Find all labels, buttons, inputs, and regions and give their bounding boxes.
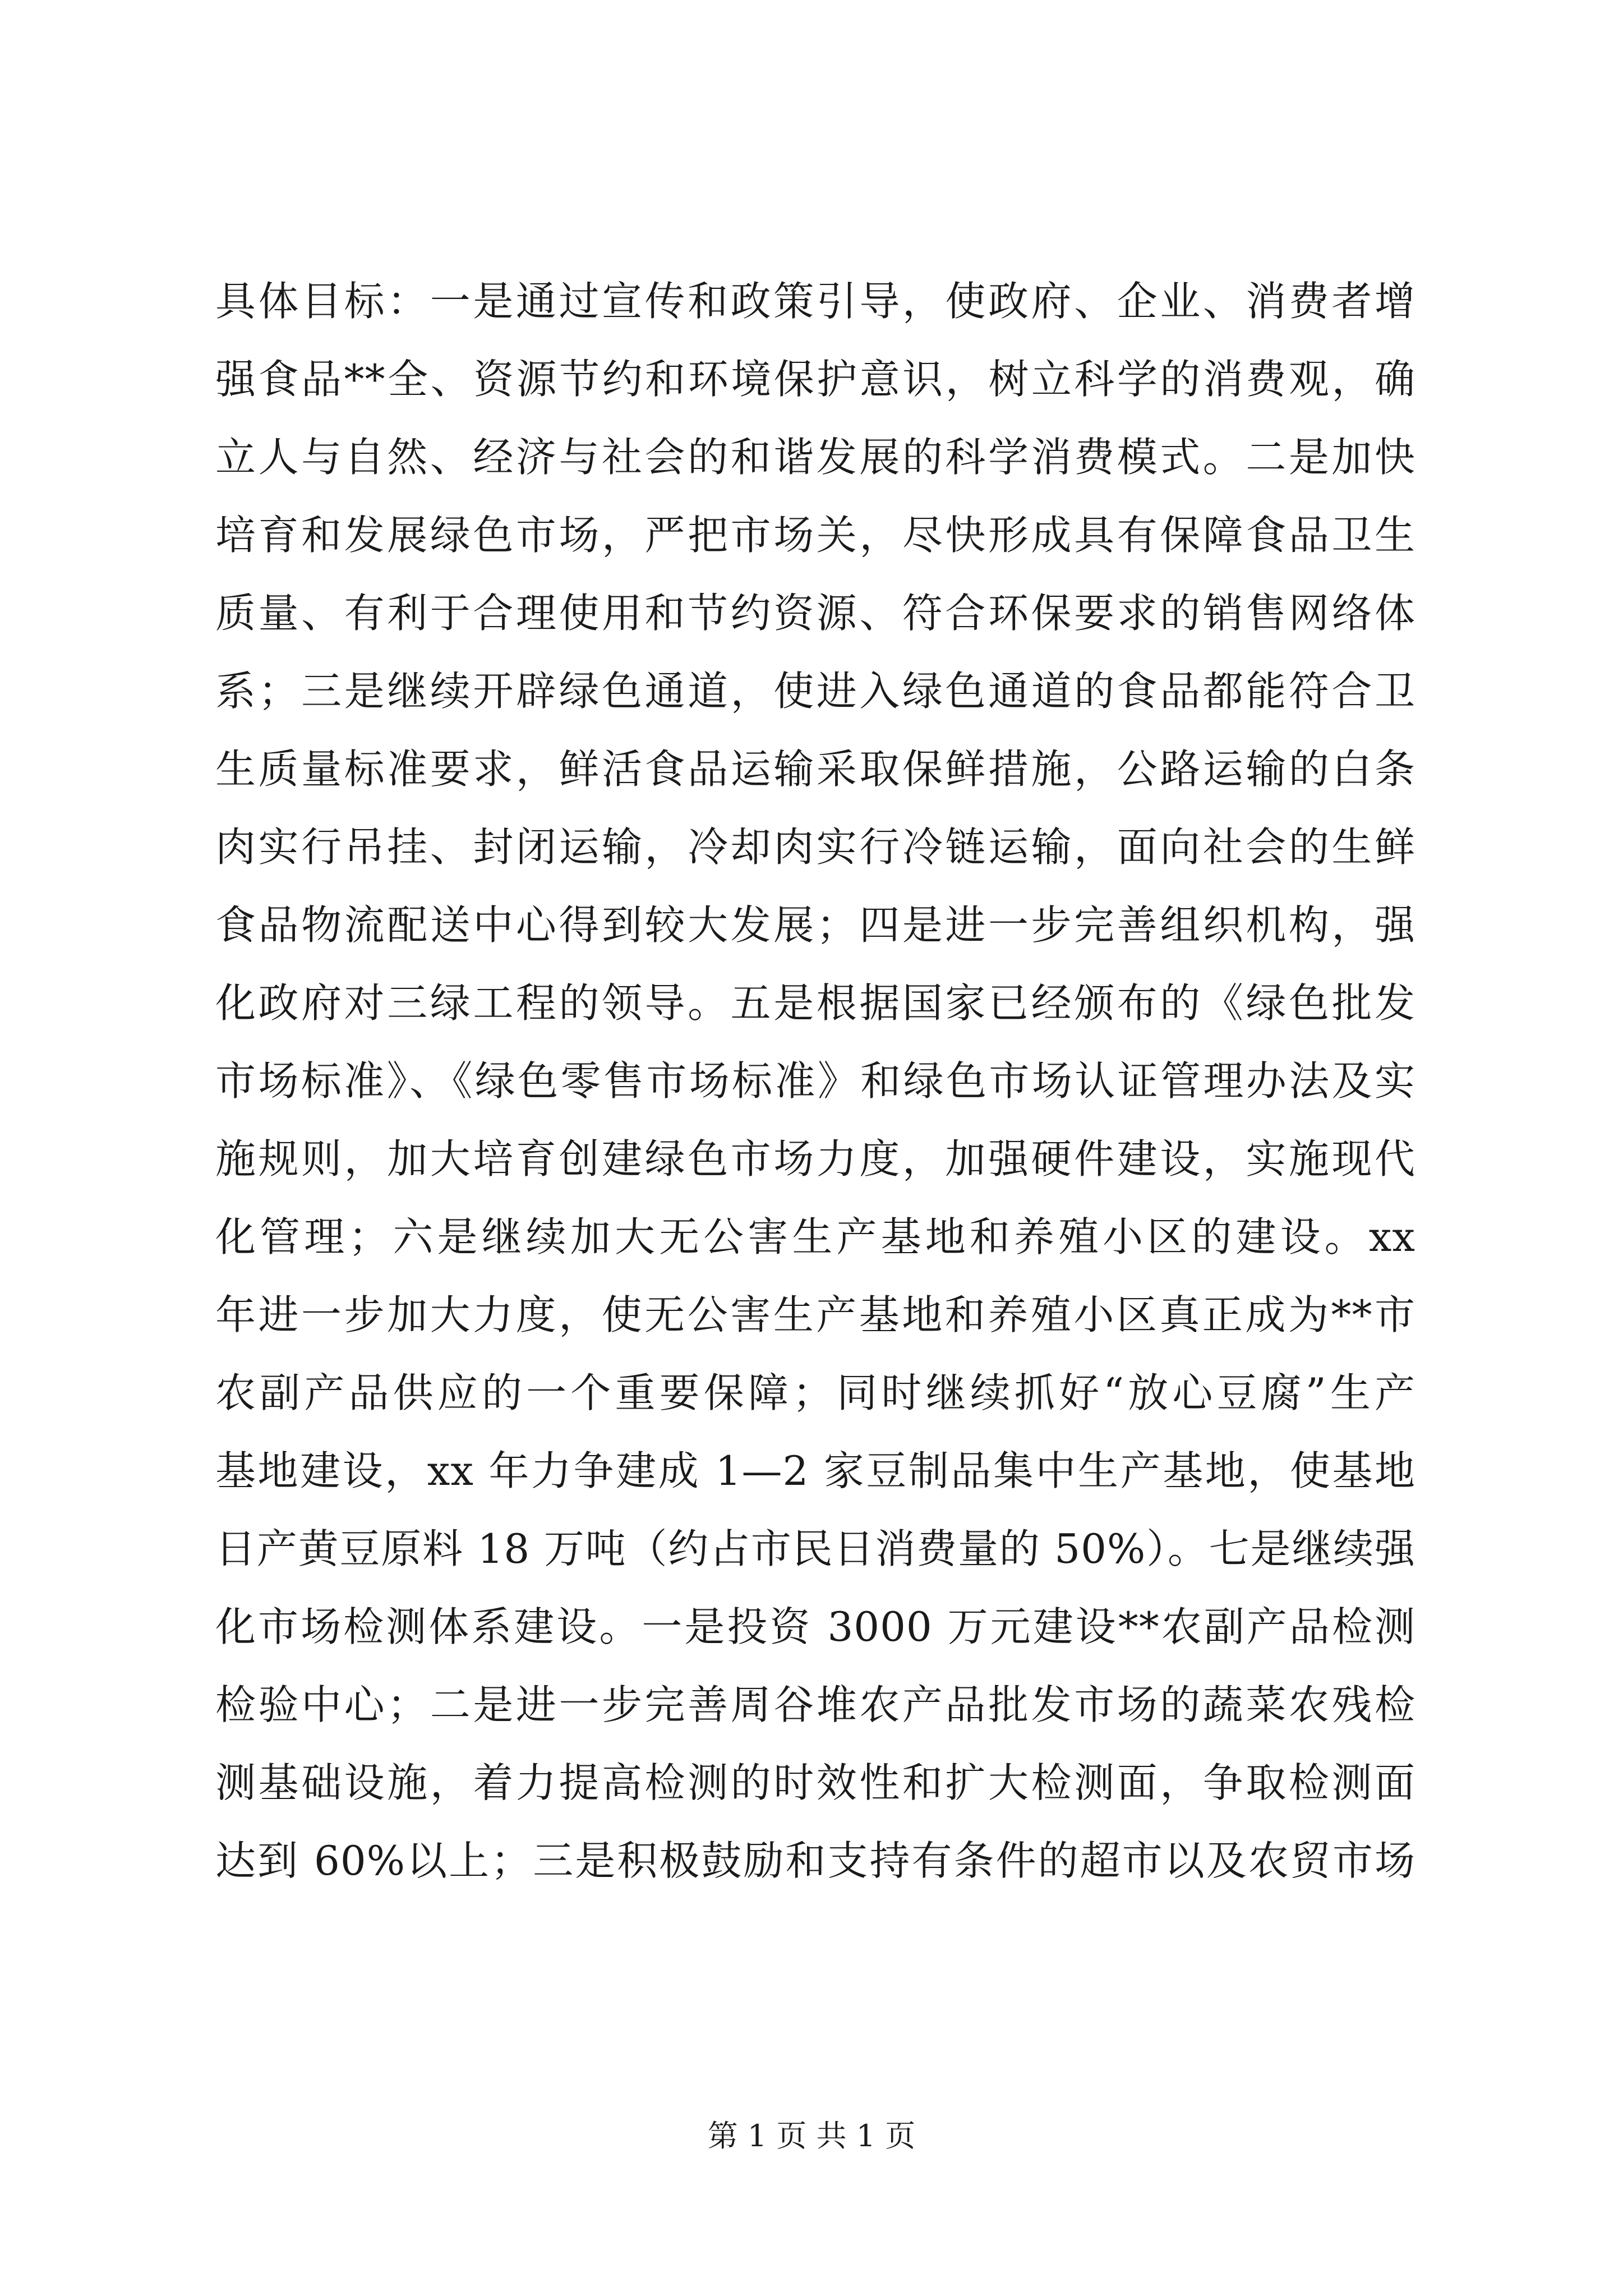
document-body bbox=[215, 263, 1415, 1900]
text-line: 食品物流配送中心得到较大发展；四是进一步完善组织机构，强 bbox=[215, 901, 1415, 949]
text-line: 测基础设施，着力提高检测的时效性和扩大检测面，争取检测面 bbox=[215, 1759, 1415, 1806]
text-line: 市场标准》、《绿色零售市场标准》和绿色市场认证管理办法及实 bbox=[215, 1057, 1415, 1105]
text-line: 质量、有利于合理使用和节约资源、符合环保要求的销售网络体 bbox=[215, 590, 1415, 637]
text-line: 施规则，加大培育创建绿色市场力度，加强硬件建设，实施现代 bbox=[215, 1135, 1415, 1182]
text-line: 培育和发展绿色市场，严把市场关，尽快形成具有保障食品卫生 bbox=[215, 512, 1415, 559]
text-line: 系；三是继续开辟绿色通道，使进入绿色通道的食品都能符合卫 bbox=[215, 668, 1415, 715]
text-line: 具体目标：一是通过宣传和政策引导，使政府、企业、消费者增 bbox=[215, 278, 1415, 325]
text-line: 肉实行吊挂、封闭运输，冷却肉实行冷链运输，面向社会的生鲜 bbox=[215, 823, 1415, 871]
text-line: 检验中心；二是进一步完善周谷堆农产品批发市场的蔬菜农残检 bbox=[215, 1681, 1415, 1728]
page-footer: 第 1 页 共 1 页 bbox=[707, 2118, 916, 2154]
text-line: 化市场检测体系建设。一是投资 3000 万元建设**农副产品检测 bbox=[215, 1603, 1415, 1650]
text-line: 年进一步加大力度，使无公害生产基地和养殖小区真正成为**市 bbox=[215, 1291, 1415, 1338]
text-line: 基地建设，xx 年力争建成 1—2 家豆制品集中生产基地，使基地 bbox=[215, 1447, 1415, 1494]
text-line: 化管理；六是继续加大无公害生产基地和养殖小区的建设。xx bbox=[215, 1213, 1415, 1260]
text-line: 日产黄豆原料 18 万吨（约占市民日消费量的 50%）。七是继续强 bbox=[215, 1525, 1415, 1572]
text-line: 化政府对三绿工程的领导。五是根据国家已经颁布的《绿色批发 bbox=[215, 979, 1415, 1027]
text-line: 强食品**全、资源节约和环境保护意识，树立科学的消费观，确 bbox=[215, 356, 1415, 403]
text-line: 农副产品供应的一个重要保障；同时继续抓好“放心豆腐”生产 bbox=[215, 1369, 1415, 1416]
text-line: 立人与自然、经济与社会的和谐发展的科学消费模式。二是加快 bbox=[215, 434, 1415, 481]
text-line: 生质量标准要求，鲜活食品运输采取保鲜措施，公路运输的白条 bbox=[215, 746, 1415, 793]
text-line: 达到 60%以上；三是积极鼓励和支持有条件的超市以及农贸市场 bbox=[215, 1837, 1415, 1884]
